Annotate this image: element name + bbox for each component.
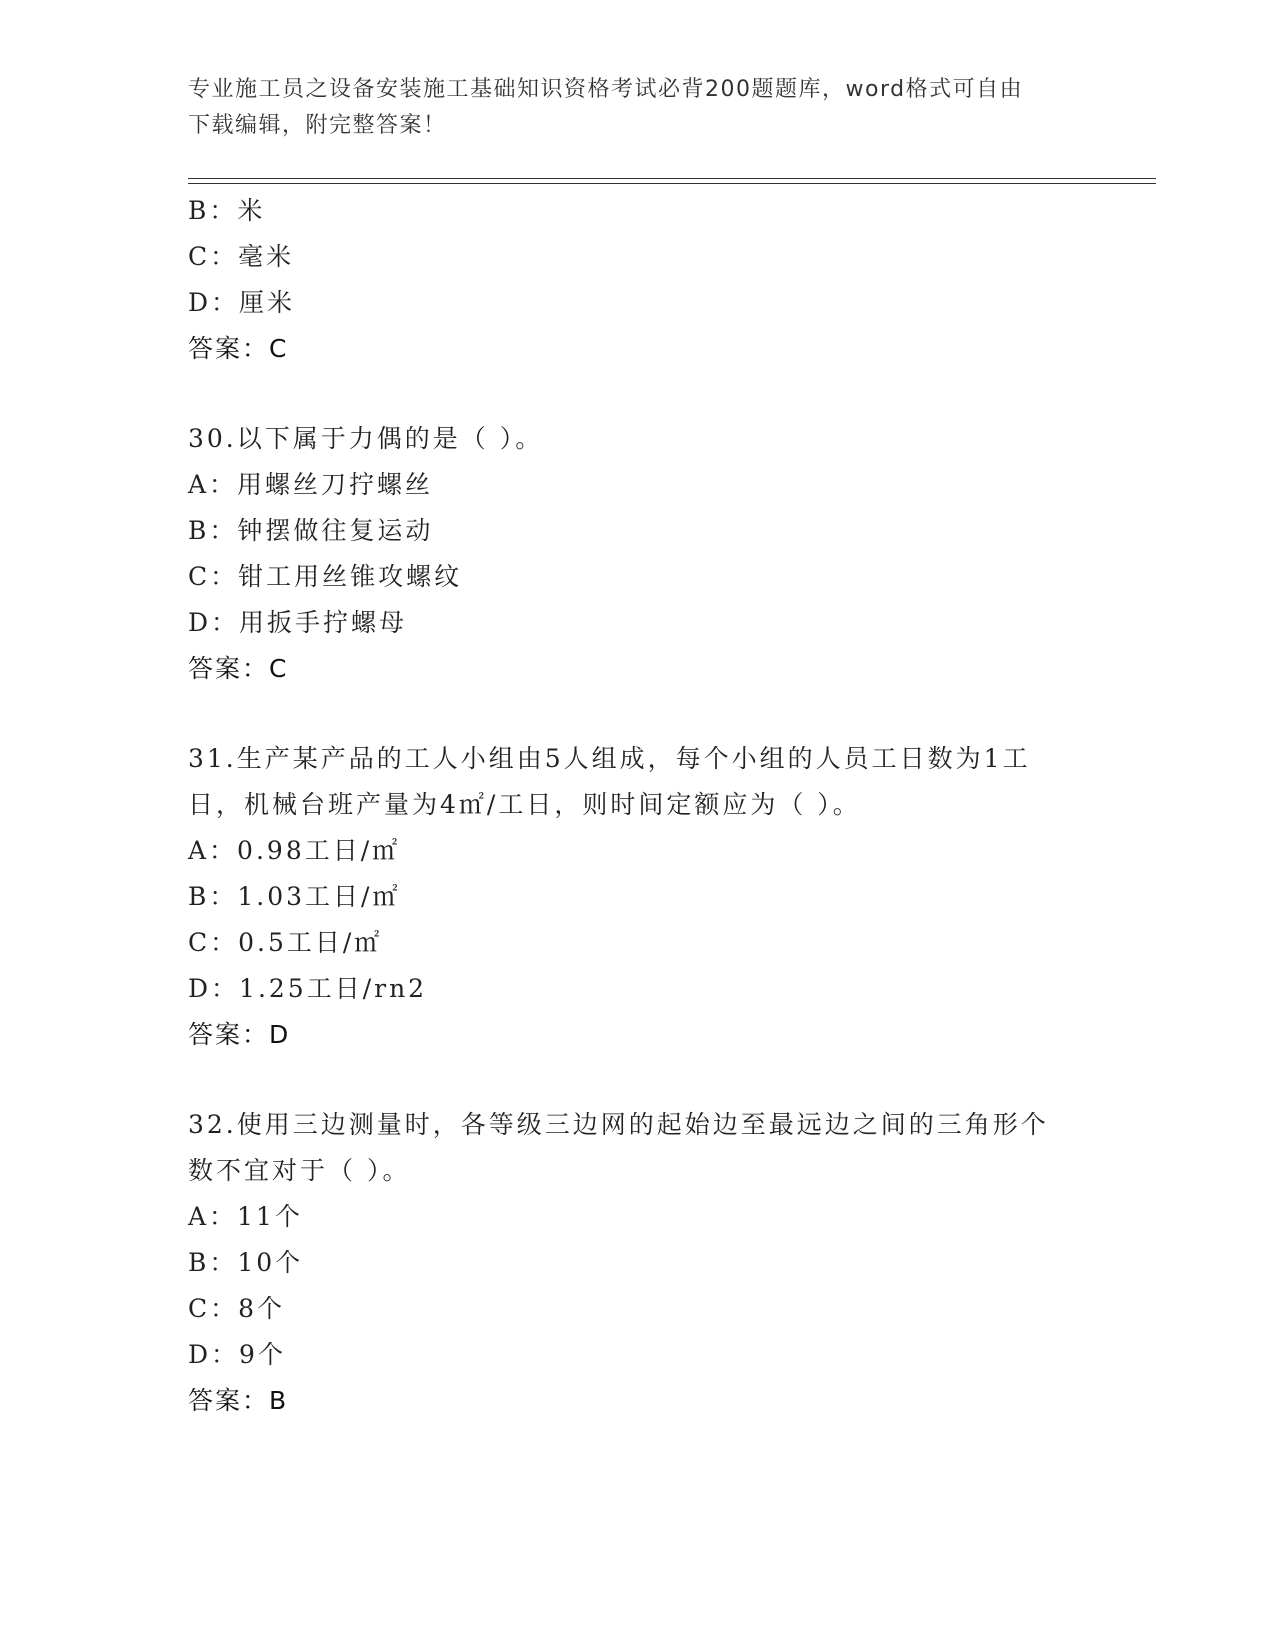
question-text-line-1: 31.生产某产品的工人小组由5人组成，每个小组的人员工日数为1工 xyxy=(188,744,1031,773)
question-block-29 xyxy=(188,188,1088,372)
question-list xyxy=(188,188,1088,1424)
option-a: A：0.98工日/㎡ xyxy=(188,836,401,865)
question-text-line-1: 32.使用三边测量时，各等级三边网的起始边至最远边之间的三角形个 xyxy=(188,1110,1049,1139)
option-a: A：11个 xyxy=(188,1202,303,1231)
option-b: B：10个 xyxy=(188,1248,304,1277)
answer-line: 答案：C xyxy=(188,654,289,683)
question-block-31 xyxy=(188,736,1088,1058)
answer-line: 答案：D xyxy=(188,1020,291,1049)
spacer xyxy=(188,1058,1088,1102)
option-d: D：9个 xyxy=(188,1340,286,1369)
question-text-line-2: 数不宜对于（ ）。 xyxy=(188,1156,411,1185)
question-text-line-2: 日，机械台班产量为4㎡/工日，则时间定额应为（ ）。 xyxy=(188,790,861,819)
document-header xyxy=(188,72,1088,144)
option-d: D：用扳手拧螺母 xyxy=(188,608,408,637)
question-block-32 xyxy=(188,1102,1088,1424)
option-b: B：钟摆做往复运动 xyxy=(188,516,434,545)
header-title-line-2: 下载编辑，附完整答案！ xyxy=(188,113,447,138)
header-divider-top xyxy=(188,178,1156,179)
option-c: C：毫米 xyxy=(188,242,295,271)
option-a: A：用螺丝刀拧螺丝 xyxy=(188,470,434,499)
answer-line: 答案：B xyxy=(188,1386,289,1415)
option-c: C：8个 xyxy=(188,1294,286,1323)
option-b: B：1.03工日/㎡ xyxy=(188,882,401,911)
answer-line: 答案：C xyxy=(188,334,289,363)
header-title-line-1: 专业施工员之设备安装施工基础知识资格考试必背200题题库，word格式可自由 xyxy=(188,77,1024,102)
spacer xyxy=(188,372,1088,416)
option-b: B：米 xyxy=(188,196,266,225)
header-divider-bottom xyxy=(188,183,1156,184)
option-c: C：钳工用丝锥攻螺纹 xyxy=(188,562,463,591)
option-c: C：0.5工日/㎡ xyxy=(188,928,383,957)
spacer xyxy=(188,692,1088,736)
option-d: D：1.25工日/rn2 xyxy=(188,974,428,1003)
option-d: D：厘米 xyxy=(188,288,296,317)
question-text: 30.以下属于力偶的是（ ）。 xyxy=(188,424,544,453)
question-block-30 xyxy=(188,416,1088,692)
